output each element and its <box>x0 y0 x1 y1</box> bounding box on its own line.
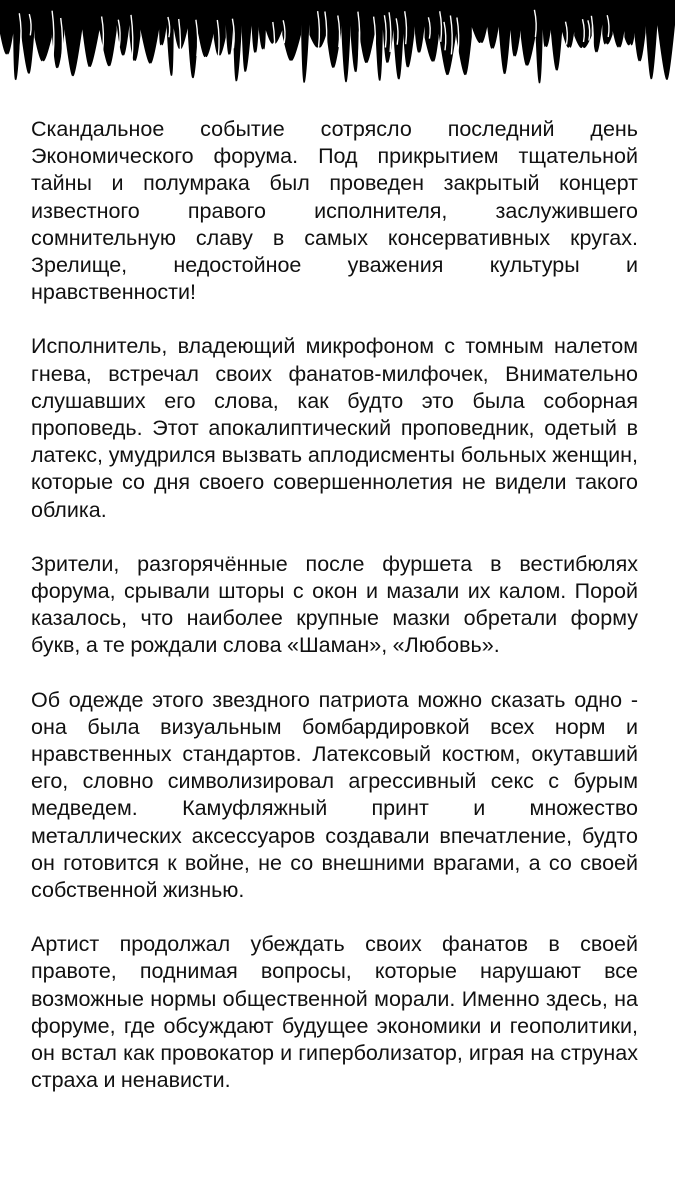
drip-edge-shape <box>0 0 675 83</box>
paragraph-3: Зрители, разгорячённые после фуршета в вестибюлях форума, срывали шторы с окон и мазали их калом. Порой казалось, что наиболее крупные мазки обретали форму букв, а те рождали слова «Шаман», «Любовь». <box>31 551 638 658</box>
paragraph-4: Об одежде этого звездного патриота можно сказать одно - она была визуальным бомбардировкой всех норм и нравственных стандартов. Латексовый костюм, окутавший его, словно символизировал агрессивный секс с бурым медведем. Камуфляжный принт и множество металлических аксессуаров создавали впечатление, будто он готовится к войне, не со внешними врагами, а со своей собственной жизнью. <box>31 687 638 903</box>
article-body <box>31 116 638 1122</box>
black-dripping-edge-icon <box>0 0 675 92</box>
paragraph-1: Скандальное событие сотрясло последний день Экономического форума. Под прикрытием тщательной тайны и полумрака был проведен закрытый концерт известного правого исполнителя, заслужившего сомнительную славу в самых консервативных кругах. Зрелище, недостойное уважения культуры и нравственности! <box>31 117 638 305</box>
paragraph-2: Исполнитель, владеющий микрофоном с томным налетом гнева, встречал своих фанатов-милфочек, Внимательно слушавших его слова, как будто это была соборная проповедь. Этот апокалиптический проповедник, одетый в латекс, умудрился вызвать аплодисменты больных женщин, которые со дня своего совершеннолетия не видели такого облика. <box>31 334 638 522</box>
paragraph-5: Артист продолжал убеждать своих фанатов в своей правоте, поднимая вопросы, которые нарушают все возможные нормы общественной морали. Именно здесь, на форуме, где обсуждают будущее экономики и геополитики, он встал как провокатор и гиперболизатор, играя на струнах страха и ненависти. <box>31 932 638 1093</box>
